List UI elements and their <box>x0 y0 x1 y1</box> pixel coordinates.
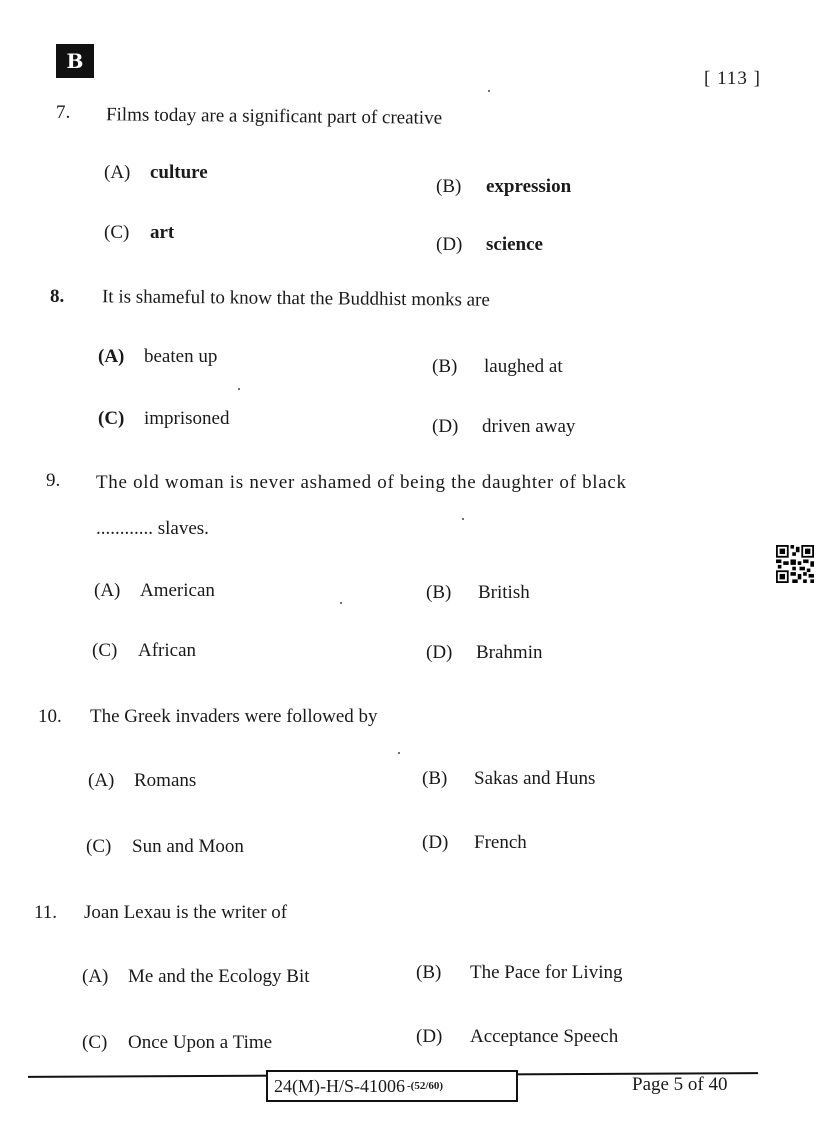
paper-code-box <box>266 1070 518 1102</box>
option-label: (B) <box>426 582 452 603</box>
option-label: (A) <box>94 580 121 601</box>
option-text: driven away <box>482 416 576 437</box>
scan-speck <box>488 90 490 92</box>
option-label: (D) <box>426 642 453 663</box>
option-label: (C) <box>104 222 130 243</box>
option-d[interactable] <box>426 642 543 664</box>
option-text: Romans <box>134 770 197 791</box>
option-text: Sun and Moon <box>132 836 244 857</box>
option-text: science <box>486 234 543 255</box>
option-text: Me and the Ecology Bit <box>128 966 310 987</box>
option-b[interactable] <box>436 176 571 198</box>
option-text: art <box>150 222 175 243</box>
option-label: (D) <box>436 234 463 255</box>
option-text: imprisoned <box>144 408 230 429</box>
option-label: (A) <box>104 162 131 183</box>
option-a[interactable] <box>88 770 196 792</box>
option-text: British <box>478 582 530 603</box>
question-number: 7. <box>56 102 71 123</box>
scan-speck <box>398 752 400 754</box>
option-d[interactable] <box>432 416 575 438</box>
option-d[interactable] <box>416 1026 618 1048</box>
option-c[interactable] <box>82 1032 272 1054</box>
question-text: Films today are a significant part of creative <box>105 104 443 129</box>
option-a[interactable] <box>104 162 208 184</box>
option-text: expression <box>486 176 572 197</box>
option-label: (A) <box>88 770 115 791</box>
set-badge: B <box>56 44 94 78</box>
question-text: It is shameful to know that the Buddhist monks are <box>101 286 490 311</box>
question-number: 8. <box>50 286 65 307</box>
qr-code-icon <box>776 545 814 583</box>
option-label: (D) <box>416 1026 443 1047</box>
option-label: (A) <box>82 966 109 987</box>
option-text: Sakas and Huns <box>474 768 596 789</box>
question-number: 9. <box>46 470 61 491</box>
option-b[interactable] <box>416 962 622 984</box>
option-text: Once Upon a Time <box>128 1032 273 1053</box>
paper-code: 24(M)-H/S-41006 <box>274 1075 405 1096</box>
option-label: (D) <box>422 832 449 853</box>
option-text: Acceptance Speech <box>470 1026 619 1047</box>
option-c[interactable] <box>98 408 230 430</box>
option-text: American <box>140 580 215 601</box>
page-number: Page 5 of 40 <box>632 1074 728 1095</box>
paper-code-suffix: -(52/60) <box>407 1080 444 1092</box>
option-d[interactable] <box>436 234 543 256</box>
option-label: (C) <box>82 1032 108 1053</box>
option-d[interactable] <box>422 832 527 854</box>
option-label: (B) <box>436 176 462 197</box>
option-text: French <box>474 832 527 853</box>
option-label: (B) <box>422 768 448 789</box>
scan-speck <box>340 602 342 604</box>
option-label: (C) <box>92 640 118 661</box>
option-text: Brahmin <box>476 642 543 663</box>
option-a[interactable] <box>82 966 310 988</box>
option-text: beaten up <box>144 346 218 367</box>
question-text-line2: ............ slaves. <box>96 518 209 539</box>
option-label: (C) <box>86 836 112 857</box>
option-b[interactable] <box>432 356 563 378</box>
question-text: The old woman is never ashamed of being the daughter of black <box>96 472 627 493</box>
option-text: laughed at <box>484 356 563 377</box>
scan-speck <box>238 388 240 390</box>
scan-speck <box>462 518 464 520</box>
option-c[interactable] <box>86 836 244 858</box>
option-label: (B) <box>416 962 442 983</box>
option-c[interactable] <box>104 222 174 244</box>
page-code: [ 113 ] <box>704 68 761 89</box>
option-text: African <box>138 640 197 661</box>
option-label: (C) <box>98 408 125 429</box>
option-a[interactable] <box>94 580 215 602</box>
option-b[interactable] <box>422 768 595 790</box>
option-text: culture <box>150 162 208 183</box>
option-label: (A) <box>98 346 125 367</box>
question-number: 10. <box>38 706 62 727</box>
option-b[interactable] <box>426 582 530 604</box>
question-text: The Greek invaders were followed by <box>90 706 378 727</box>
option-text: The Pace for Living <box>470 962 623 983</box>
option-a[interactable] <box>98 346 217 368</box>
question-number: 11. <box>34 902 58 923</box>
option-label: (D) <box>432 416 459 437</box>
question-text: Joan Lexau is the writer of <box>84 902 288 923</box>
option-label: (B) <box>432 356 458 377</box>
option-c[interactable] <box>92 640 196 662</box>
